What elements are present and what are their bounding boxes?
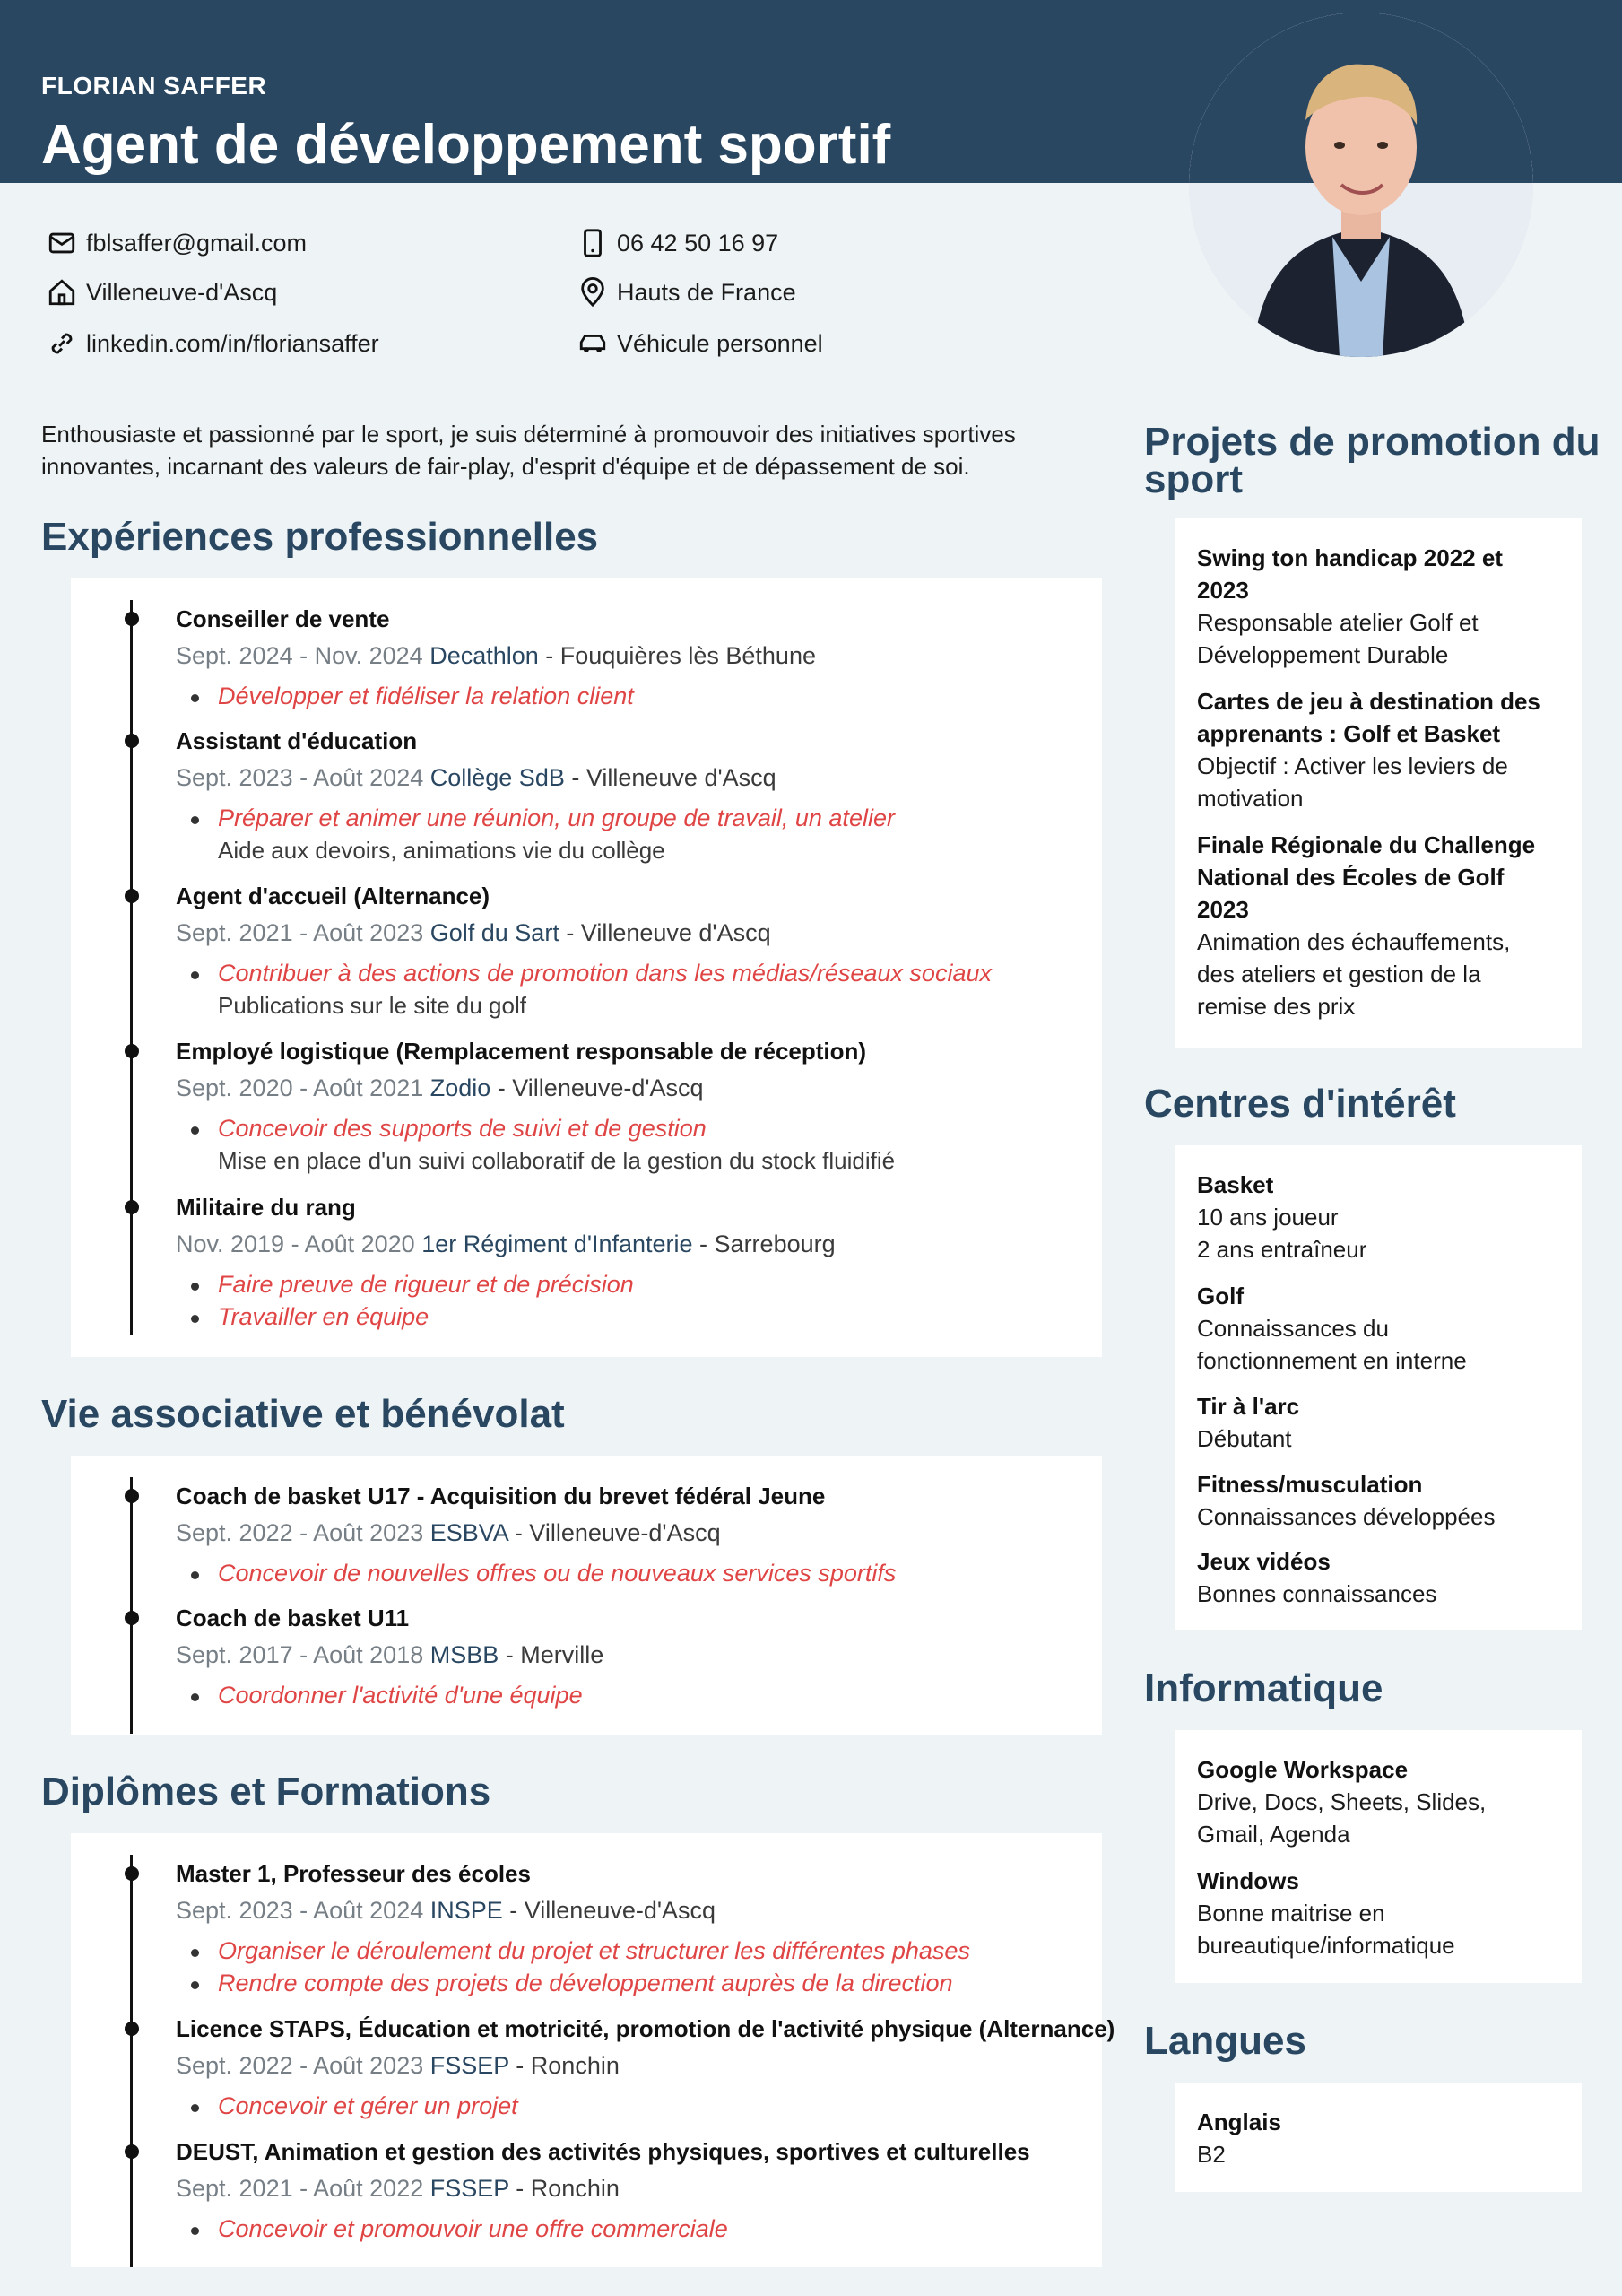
project-title: 2023 [1197, 896, 1249, 923]
job-title: Agent de développement sportif [41, 114, 891, 176]
timeline-line [130, 1855, 133, 2267]
timeline-dot [125, 1200, 139, 1214]
entry-meta [176, 764, 776, 792]
entry-location: - Sarrebourg [692, 1231, 836, 1257]
entry-bullet: Contribuer à des actions de promotion dans les médias/réseaux sociaux [218, 960, 992, 987]
entry-date: Sept. 2023 - Août 2024 [176, 1897, 424, 1924]
interest-description: Débutant [1197, 1425, 1292, 1452]
city-text: Villeneuve-d'Ascq [86, 278, 278, 306]
contact-linkedin[interactable] [47, 328, 379, 359]
entry-meta [176, 2175, 620, 2203]
entry-location: - Villeneuve-d'Ascq [507, 1519, 721, 1546]
entry-org: Collège SdB [429, 764, 565, 791]
link-icon [47, 328, 77, 359]
timeline-dot [125, 1489, 139, 1503]
entry-meta [176, 919, 771, 947]
entry-bullet: Coordonner l'activité d'une équipe [218, 1682, 583, 1709]
email-text: fblsaffer@gmail.com [86, 229, 307, 257]
entry-location: - Villeneuve d'Ascq [559, 919, 771, 946]
entry-meta [176, 1641, 603, 1669]
entry-bullet: Concevoir et promouvoir une offre commerciale [218, 2215, 728, 2242]
entry-date: Sept. 2021 - Août 2023 [176, 919, 424, 946]
project-title: Finale Régionale du Challenge [1197, 831, 1536, 858]
entry-date: Sept. 2024 - Nov. 2024 [176, 642, 423, 669]
languages-panel [1175, 2083, 1582, 2192]
computing-section-title: Informatique [1144, 1666, 1383, 1710]
entry-note: Mise en place d'un suivi collaboratif de la gestion du stock fluidifié [218, 1147, 896, 1174]
entry-org: INSPE [429, 1897, 503, 1924]
language-title: Anglais [1197, 2109, 1281, 2135]
entry-bullet: Concevoir et gérer un projet [218, 2092, 518, 2119]
entry-org: Golf du Sart [429, 919, 559, 946]
entry-location: - Ronchin [508, 2052, 620, 2079]
profile-photo-image [1189, 13, 1533, 357]
phone-icon [577, 228, 608, 258]
entry-date: Sept. 2022 - Août 2023 [176, 1519, 424, 1546]
entry-role: Militaire du rang [176, 1194, 356, 1221]
timeline-dot [125, 1044, 139, 1058]
computing-title: Windows [1197, 1867, 1299, 1894]
entry-date: Sept. 2017 - Août 2018 [176, 1641, 424, 1668]
timeline-dot [125, 889, 139, 903]
language-item [1197, 2106, 1565, 2170]
interest-description: Bonnes connaissances [1197, 1580, 1437, 1607]
entry-role: Assistant d'éducation [176, 727, 418, 754]
timeline-dot [125, 1866, 139, 1881]
entry-meta [176, 1231, 836, 1258]
project-title: apprenants : Golf et Basket [1197, 720, 1501, 747]
entry-bullet: Organiser le déroulement du projet et structurer les différentes phases [218, 1937, 970, 1964]
computing-description: bureautique/informatique [1197, 1932, 1455, 1959]
project-description: Objectif : Activer les leviers de [1197, 752, 1508, 779]
interests-panel [1175, 1145, 1582, 1630]
entry-bullet: Concevoir de nouvelles offres ou de nouveaux services sportifs [218, 1560, 897, 1587]
languages-section-title: Langues [1144, 2019, 1306, 2063]
entry-meta [176, 1897, 716, 1925]
interest-title: Golf [1197, 1283, 1244, 1309]
project-description: des ateliers et gestion de la [1197, 961, 1481, 987]
project-description: Animation des échauffements, [1197, 928, 1511, 955]
location-pin-icon [577, 277, 608, 308]
project-title: National des Écoles de Golf [1197, 864, 1505, 891]
project-title: Swing ton handicap 2022 et [1197, 544, 1503, 571]
interest-item [1197, 1280, 1565, 1377]
volunteering-panel [71, 1456, 1102, 1735]
entry-location: - Villeneuve-d'Ascq [502, 1897, 716, 1924]
interest-description: Connaissances du [1197, 1315, 1389, 1342]
entry-role: Agent d'accueil (Alternance) [176, 883, 490, 909]
interest-title: Tir à l'arc [1197, 1393, 1300, 1420]
entry-location: - Fouquières lès Béthune [538, 642, 816, 669]
entry-degree: Licence STAPS, Éducation et motricité, promotion de l'activité physique (Alternance) [176, 2015, 1115, 2042]
entry-org: FSSEP [429, 2052, 509, 2079]
linkedin-text: linkedin.com/in/floriansaffer [86, 329, 379, 357]
contact-vehicle [577, 328, 823, 359]
project-description: remise des prix [1197, 993, 1356, 1020]
computing-description: Bonne maitrise en [1197, 1900, 1385, 1926]
project-item [1197, 542, 1565, 671]
entry-bullet: Faire preuve de rigueur et de précision [218, 1271, 634, 1298]
interest-item [1197, 1468, 1565, 1533]
entry-bullet: Concevoir des supports de suivi et de gestion [218, 1115, 707, 1142]
profile-photo [1189, 13, 1533, 357]
entry-bullet: Développer et fidéliser la relation client [218, 683, 634, 709]
education-section-title: Diplômes et Formations [41, 1770, 491, 1813]
interest-item [1197, 1390, 1565, 1455]
entry-location: - Villeneuve-d'Ascq [490, 1074, 704, 1101]
language-level: B2 [1197, 2141, 1226, 2168]
mail-icon [47, 228, 77, 258]
entry-location: - Villeneuve d'Ascq [564, 764, 776, 791]
entry-role: Coach de basket U17 - Acquisition du brevet fédéral Jeune [176, 1483, 826, 1509]
entry-date: Sept. 2023 - Août 2024 [176, 764, 424, 791]
interest-description: Connaissances développées [1197, 1503, 1496, 1530]
project-item [1197, 829, 1565, 1022]
entry-meta [176, 2052, 620, 2080]
project-title: 2023 [1197, 577, 1249, 604]
entry-date: Nov. 2019 - Août 2020 [176, 1231, 415, 1257]
interest-description: fonctionnement en interne [1197, 1347, 1467, 1374]
entry-role: Employé logistique (Remplacement responsable de réception) [176, 1038, 867, 1065]
timeline-dot [125, 1611, 139, 1625]
entry-org: FSSEP [429, 2175, 509, 2202]
profile-summary: Enthousiaste et passionné par le sport, je suis déterminé à promouvoir des initiatives sportives innovantes, incarnant des valeurs de fair-play, d'esprit d'équipe et de dépassement de soi. [41, 421, 1016, 480]
interests-section-title: Centres d'intérêt [1144, 1082, 1456, 1126]
entry-note: Publications sur le site du golf [218, 992, 526, 1019]
entry-date: Sept. 2022 - Août 2023 [176, 2052, 424, 2079]
entry-location: - Ronchin [508, 2175, 620, 2202]
region-text: Hauts de France [617, 278, 796, 306]
entry-date: Sept. 2020 - Août 2021 [176, 1074, 424, 1101]
vehicle-text: Véhicule personnel [617, 329, 823, 357]
computing-item [1197, 1753, 1565, 1850]
projects-title-line: sport [1144, 457, 1243, 501]
entry-location: - Merville [499, 1641, 604, 1668]
entry-bullet: Travailler en équipe [218, 1303, 429, 1330]
home-icon [47, 277, 77, 308]
candidate-name: FLORIAN SAFFER [41, 72, 267, 100]
interest-title: Fitness/musculation [1197, 1471, 1423, 1498]
entry-org: ESBVA [429, 1519, 508, 1546]
project-description: Développement Durable [1197, 641, 1449, 668]
computing-description: Gmail, Agenda [1197, 1821, 1350, 1848]
interest-item [1197, 1545, 1565, 1610]
projects-panel [1175, 518, 1582, 1048]
timeline-line [130, 1477, 133, 1734]
entry-meta [176, 1074, 704, 1102]
entry-org: MSBB [429, 1641, 499, 1668]
entry-bullet: Préparer et animer une réunion, un groupe de travail, un atelier [218, 804, 895, 831]
entry-org: 1er Régiment d'Infanterie [421, 1231, 693, 1257]
contact-city [47, 277, 277, 308]
entry-role: Conseiller de vente [176, 605, 390, 632]
education-panel [71, 1833, 1115, 2267]
car-icon [577, 328, 608, 359]
interest-title: Basket [1197, 1171, 1274, 1198]
phone-text: 06 42 50 16 97 [617, 229, 779, 257]
computing-panel [1175, 1730, 1582, 1983]
timeline-dot [125, 612, 139, 626]
computing-title: Google Workspace [1197, 1756, 1409, 1783]
project-description: motivation [1197, 785, 1304, 812]
project-item [1197, 685, 1565, 814]
experience-panel [71, 578, 1102, 1357]
computing-item [1197, 1865, 1565, 1961]
interest-item [1197, 1169, 1565, 1265]
projects-title-line: Projets de promotion du [1144, 420, 1600, 464]
contact-email[interactable] [47, 228, 307, 258]
contact-phone[interactable] [577, 228, 778, 258]
timeline-dot [125, 2022, 139, 2036]
projects-section-title [1144, 420, 1600, 501]
contact-region [577, 277, 796, 308]
entry-date: Sept. 2021 - Août 2022 [176, 2175, 424, 2202]
entry-bullet: Rendre compte des projets de développement auprès de la direction [218, 1970, 953, 1996]
volunteering-section-title: Vie associative et bénévolat [41, 1392, 565, 1436]
interest-description: 2 ans entraîneur [1197, 1236, 1367, 1263]
timeline-dot [125, 734, 139, 748]
interest-title: Jeux vidéos [1197, 1548, 1331, 1575]
entry-meta [176, 642, 816, 670]
timeline-line [130, 600, 133, 1335]
entry-org: Zodio [429, 1074, 491, 1101]
entry-meta [176, 1519, 721, 1547]
experience-section-title: Expériences professionnelles [41, 515, 599, 559]
timeline-dot [125, 2144, 139, 2159]
entry-role: Coach de basket U11 [176, 1605, 410, 1631]
interest-description: 10 ans joueur [1197, 1204, 1339, 1231]
entry-degree: DEUST, Animation et gestion des activités physiques, sportives et culturelles [176, 2138, 1030, 2165]
entry-org: Decathlon [429, 642, 539, 669]
computing-description: Drive, Docs, Sheets, Slides, [1197, 1788, 1487, 1815]
project-description: Responsable atelier Golf et [1197, 609, 1479, 636]
entry-degree: Master 1, Professeur des écoles [176, 1860, 531, 1887]
project-title: Cartes de jeu à destination des [1197, 688, 1540, 715]
entry-note: Aide aux devoirs, animations vie du collège [218, 837, 665, 864]
